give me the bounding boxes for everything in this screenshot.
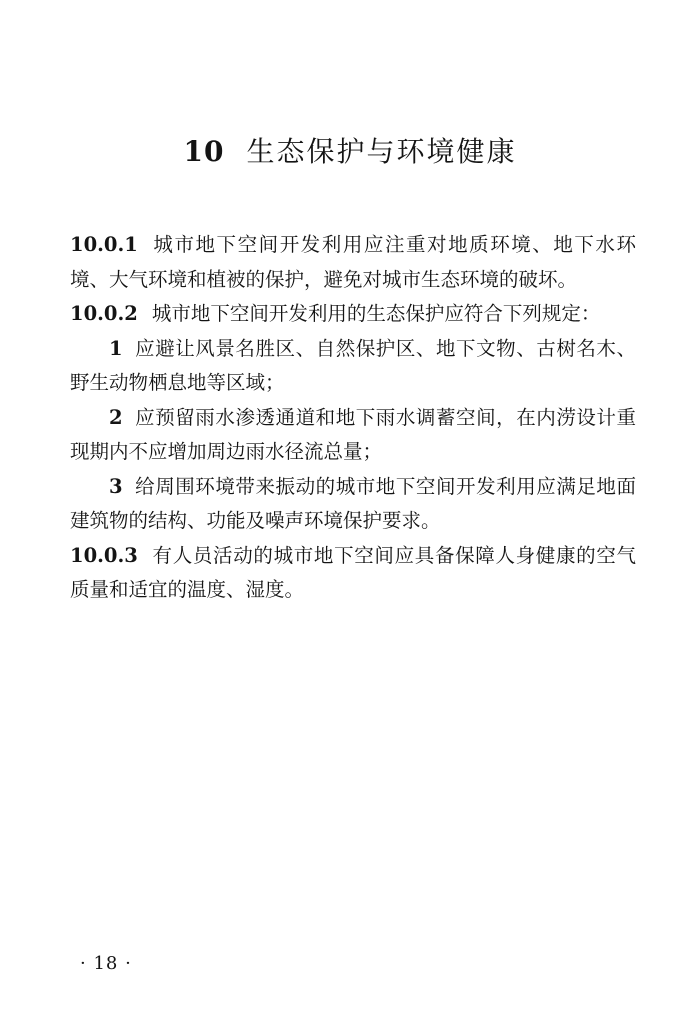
- clause-item-3: [70, 470, 636, 539]
- clause-text: 城市地下空间开发利用的生态保护应符合下列规定：: [151, 302, 601, 325]
- chapter-body: [70, 228, 636, 608]
- clause-number: 10.0.3: [70, 543, 138, 567]
- clause-number: 10.0.1: [70, 233, 138, 256]
- clause-10-0-2: [70, 297, 636, 332]
- clause-10-0-1: [70, 228, 636, 297]
- item-text: 给周围环境带来振动的城市地下空间开发利用应满足地面建筑物的结构、功能及噪声环境保护要求。: [70, 474, 636, 532]
- item-number: 2: [109, 405, 123, 429]
- chapter-heading: [0, 132, 700, 172]
- chapter-number: 10: [183, 135, 225, 168]
- clause-text: 城市地下空间开发利用应注重对地质环境、地下水环境、大气环境和植被的保护，避免对城市生态环境的破坏。: [70, 233, 636, 291]
- clause-10-0-3: [70, 539, 636, 608]
- chapter-title: 生态保护与环境健康: [246, 135, 517, 168]
- item-number: 1: [109, 336, 123, 360]
- clause-item-1: [70, 332, 636, 401]
- item-text: 应避让风景名胜区、自然保护区、地下文物、古树名木、野生动物栖息地等区域；: [70, 336, 636, 394]
- clause-number: 10.0.2: [70, 302, 138, 325]
- clause-text: 有人员活动的城市地下空间应具备保障人身健康的空气质量和适宜的温度、湿度。: [70, 543, 636, 601]
- page-number: · 18 ·: [80, 953, 132, 974]
- clause-item-2: [70, 401, 636, 470]
- item-number: 3: [109, 474, 123, 498]
- item-text: 应预留雨水渗透通道和地下雨水调蓄空间，在内涝设计重现期内不应增加周边雨水径流总量；: [70, 405, 636, 463]
